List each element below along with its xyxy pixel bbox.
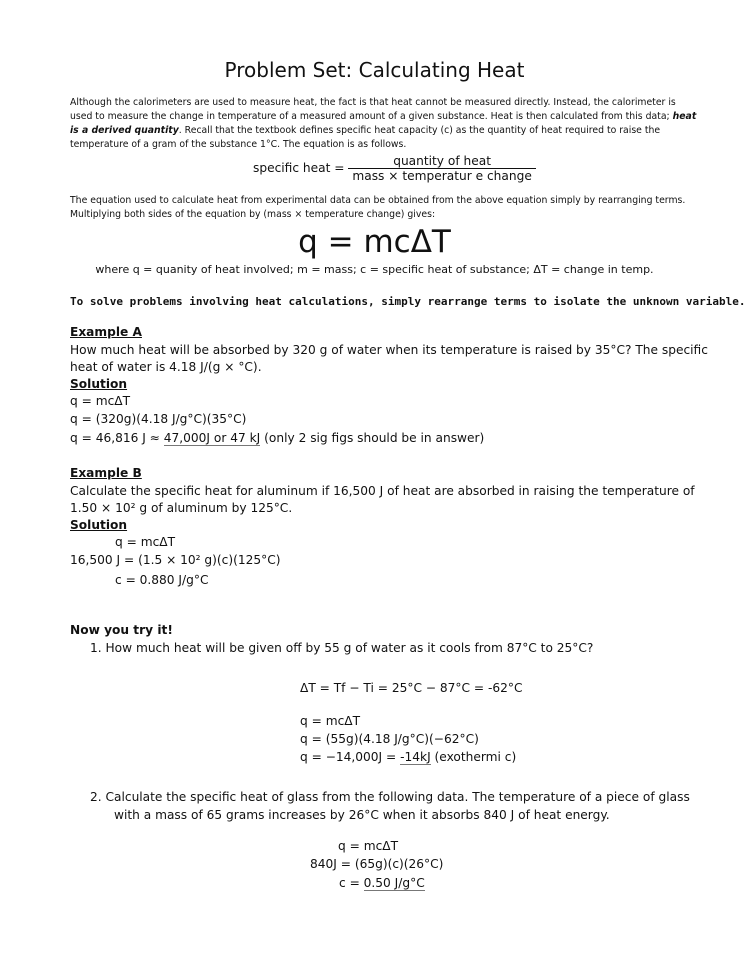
answer: 0.50 J/g°C bbox=[363, 876, 425, 890]
page-title: Problem Set: Calculating Heat bbox=[224, 58, 525, 82]
fraction bbox=[348, 154, 535, 183]
intro-line: Although the calorimeters are used to measure heat, the fact is that heat cannot be measured directly. Instead, the calorimeter is bbox=[70, 97, 676, 108]
main-equation: q = mcΔT bbox=[298, 224, 451, 260]
denominator: mass × temperatur e change bbox=[352, 169, 532, 183]
solution-step: q = mcΔT bbox=[115, 535, 176, 549]
paragraph-line: The equation used to calculate heat from experimental data can be obtained from the above equation simply by rearranging terms. bbox=[70, 195, 686, 206]
numerator: quantity of heat bbox=[348, 154, 535, 169]
variable-definitions: where q = quanity of heat involved; m = mass; c = specific heat of substance; ΔT = change in temp. bbox=[95, 263, 654, 276]
answer: -14kJ bbox=[400, 750, 431, 764]
try-heading: Now you try it! bbox=[70, 623, 173, 637]
question-2: with a mass of 65 grams increases by 26°C when it absorbs 840 J of heat energy. bbox=[114, 808, 610, 822]
intro-line bbox=[70, 125, 660, 137]
question-1: 1. How much heat will be given off by 55 g of water as it cools from 87°C to 25°C? bbox=[90, 641, 594, 655]
q2-step: q = mcΔT bbox=[338, 839, 399, 853]
q2-step: 840J = (65g)(c)(26°C) bbox=[310, 857, 444, 871]
intro-text: used to measure the change in temperature of a measured amount of a given substance. Heat is then calculated from this data; bbox=[70, 111, 673, 122]
intro-text: . Recall that the textbook defines specific heat capacity (c) as the quantity of heat required to raise the bbox=[178, 125, 661, 136]
solution-step: 16,500 J = (1.5 × 10² g)(c)(125°C) bbox=[70, 553, 281, 567]
solution-step: q = (320g)(4.18 J/g°C)(35°C) bbox=[70, 412, 247, 426]
example-a-text: heat of water is 4.18 J/(g × °C). bbox=[70, 360, 262, 374]
example-a-heading: Example A bbox=[70, 325, 142, 339]
solution-step bbox=[70, 431, 484, 446]
q1-step: q = mcΔT bbox=[300, 714, 361, 728]
example-b-text: Calculate the specific heat for aluminum if 16,500 J of heat are absorbed in raising the temperature of bbox=[70, 484, 695, 498]
formula-lhs: specific heat = bbox=[253, 161, 345, 175]
example-a-text: How much heat will be absorbed by 320 g of water when its temperature is raised by 35°C? The specific bbox=[70, 343, 708, 357]
intro-line bbox=[70, 111, 696, 123]
instruction: To solve problems involving heat calculations, simply rearrange terms to isolate the unknown variable. bbox=[70, 295, 746, 308]
solution-step: c = 0.880 J/g°C bbox=[115, 573, 209, 587]
q1-step bbox=[300, 750, 516, 765]
answer: 47,000J or 47 kJ bbox=[163, 431, 261, 445]
paragraph-line: Multiplying both sides of the equation by (mass × temperature change) gives: bbox=[70, 209, 436, 220]
step-text: c = bbox=[339, 876, 364, 890]
q2-step bbox=[339, 876, 425, 891]
emphasis: is a derived quantity bbox=[70, 125, 179, 136]
solution-step: q = mcΔT bbox=[70, 394, 131, 408]
example-b-heading: Example B bbox=[70, 466, 142, 480]
intro-line: temperature of a gram of the substance 1°C. The equation is as follows. bbox=[70, 139, 407, 150]
example-b-text: 1.50 × 10² g of aluminum by 125°C. bbox=[70, 501, 293, 515]
solution-heading: Solution bbox=[70, 518, 128, 532]
specific-heat-formula bbox=[253, 154, 536, 183]
note: (only 2 sig figs should be in answer) bbox=[260, 431, 485, 445]
emphasis: heat bbox=[672, 111, 697, 122]
q1-step: q = (55g)(4.18 J/g°C)(−62°C) bbox=[300, 732, 479, 746]
q1-step: ΔT = Tf − Ti = 25°C − 87°C = -62°C bbox=[300, 681, 523, 695]
step-text: q = 46,816 J ≈ bbox=[70, 431, 164, 445]
step-text: q = −14,000J = bbox=[300, 750, 401, 764]
question-2: 2. Calculate the specific heat of glass from the following data. The temperature of a piece of glass bbox=[90, 790, 690, 804]
solution-heading: Solution bbox=[70, 377, 128, 391]
note: (exothermi c) bbox=[430, 750, 517, 764]
